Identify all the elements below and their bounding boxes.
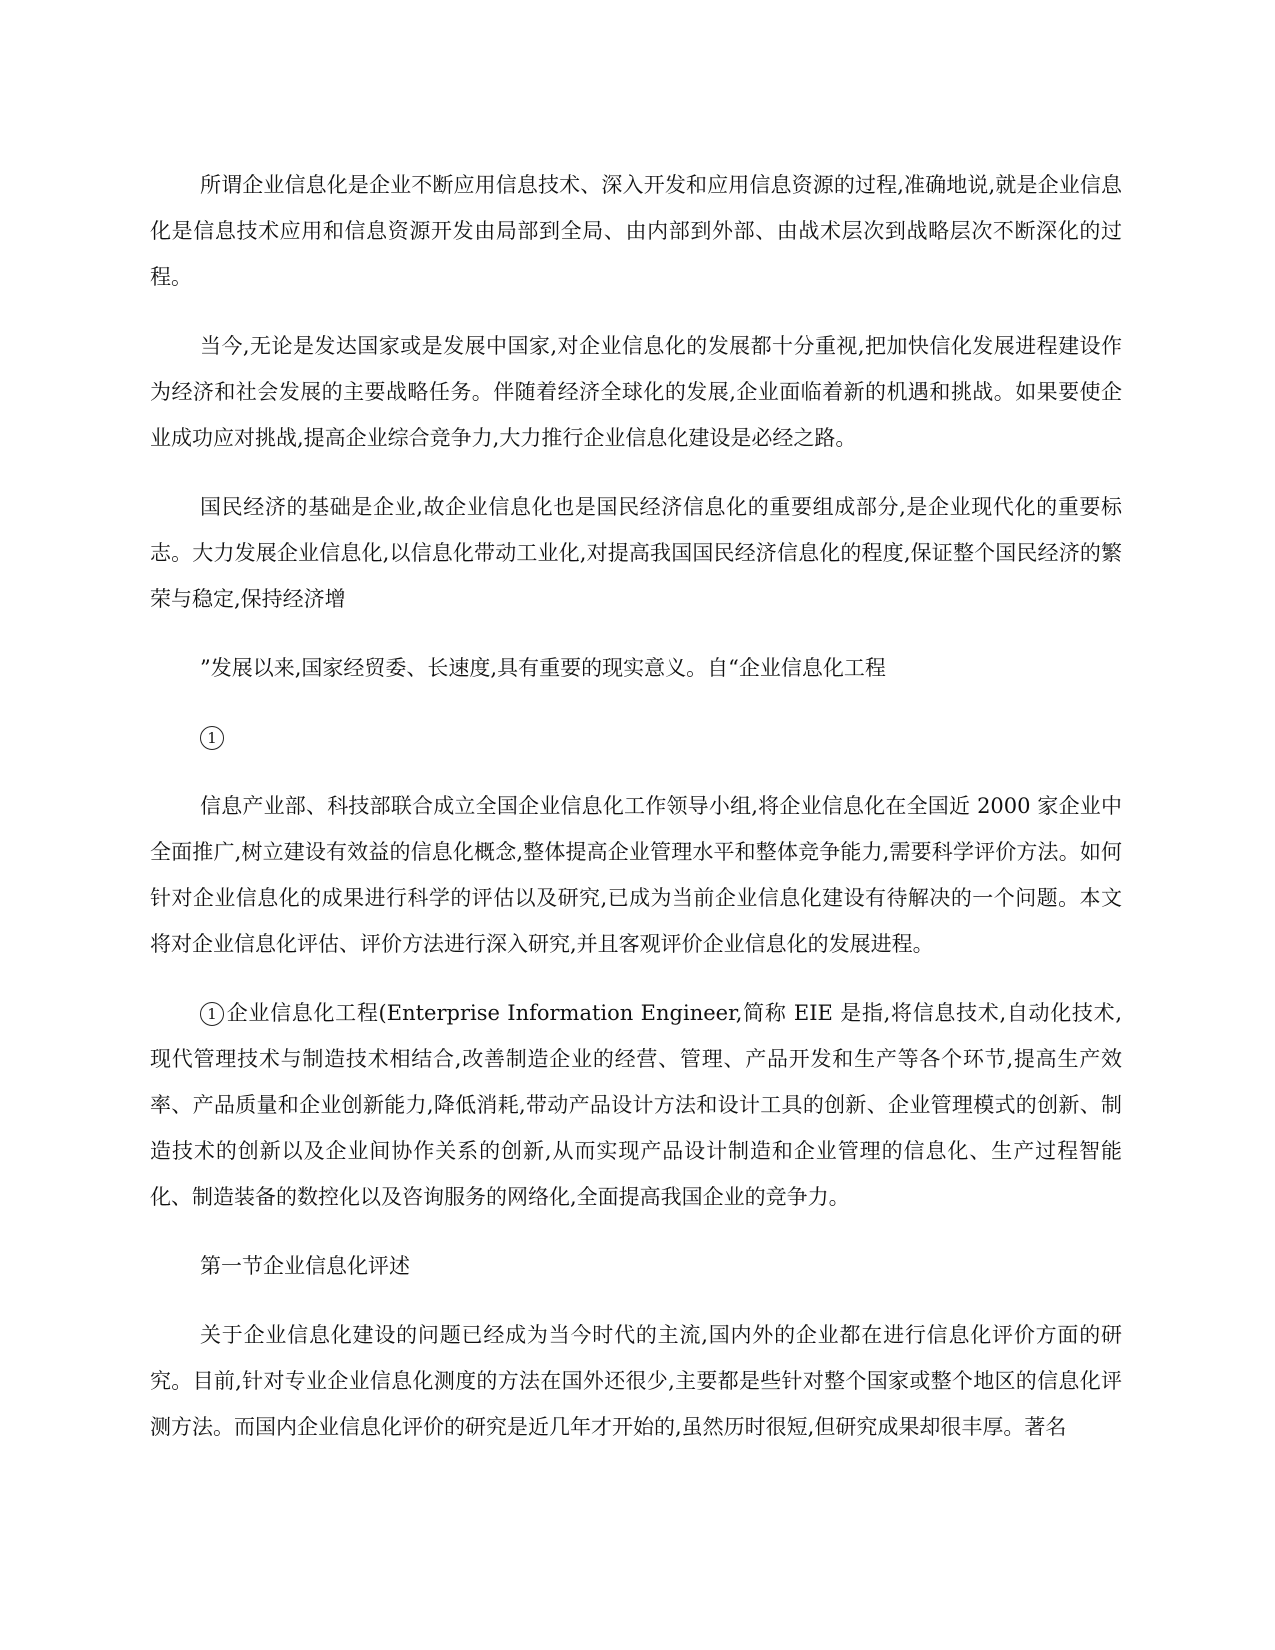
- footnote-paragraph: [150, 990, 1122, 1220]
- footnote-marker: 1: [200, 726, 224, 750]
- paragraph-importance: 当今,无论是发达国家或是发展中国家,对企业信息化的发展都十分重视,把加快信化发展进程建设作为经济和社会发展的主要战略任务。伴随着经济全球化的发展,企业面临着新的机遇和挑战。如果要使企业成功应对挑战,提高企业综合竞争力,大力推行企业信息化建设是必经之路。: [150, 334, 1122, 450]
- footnote-marker-line: [150, 714, 1122, 760]
- paragraph-review: 关于企业信息化建设的问题已经成为当今时代的主流,国内外的企业都在进行信息化评价方面的研究。目前,针对专业企业信息化测度的方法在国外还很少,主要都是些针对整个国家或整个地区的信息化评测方法。而国内企业信息化评价的研究是近几年才开始的,虽然历时很短,但研究成果却很丰厚。著名: [150, 1323, 1122, 1439]
- paragraph-economy: 国民经济的基础是企业,故企业信息化也是国民经济信息化的重要组成部分,是企业现代化的重要标志。大力发展企业信息化,以信息化带动工业化,对提高我国国民经济信息化的程度,保证整个国民经济的繁荣与稳定,保持经济增: [150, 495, 1122, 611]
- section-heading: 第一节企业信息化评述: [200, 1254, 410, 1278]
- paragraph-definition: 所谓企业信息化是企业不断应用信息技术、深入开发和应用信息资源的过程,准确地说,就是企业信息化是信息技术应用和信息资源开发由局部到全局、由内部到外部、由战术层次到战略层次不断深化的过程。: [150, 173, 1122, 289]
- footnote-text: 企业信息化工程(Enterprise Information Engineer,简称 EIE 是指,将信息技术,自动化技术,现代管理技术与制造技术相结合,改善制造企业的经营、管理、产品开发和生产等各个环节,提高生产效率、产品质量和企业创新能力,降低消耗,带动产品设计方法和设计工具的创新、企业管理模式的创新、制造技术的创新以及企业间协作关系的创新,从而实现产品设计制造和企业管理的信息化、生产过程智能化、制造装备的数控化以及咨询服务的网络化,全面提高我国企业的竞争力。: [150, 1001, 1122, 1209]
- paragraph-fragment: ”发展以来,国家经贸委、长速度,具有重要的现实意义。自“企业信息化工程: [200, 656, 886, 680]
- document-body: [150, 162, 1122, 1473]
- footnote-note-marker: 1: [200, 1002, 224, 1026]
- paragraph-promotion: 信息产业部、科技部联合成立全国企业信息化工作领导小组,将企业信息化在全国近 2000 家企业中全面推广,树立建设有效益的信息化概念,整体提高企业管理水平和整体竞争能力,需要科学评价方法。如何针对企业信息化的成果进行科学的评估以及研究,已成为当前企业信息化建设有待解决的一个问题。本文将对企业信息化评估、评价方法进行深入研究,并且客观评价企业信息化的发展进程。: [150, 794, 1122, 956]
